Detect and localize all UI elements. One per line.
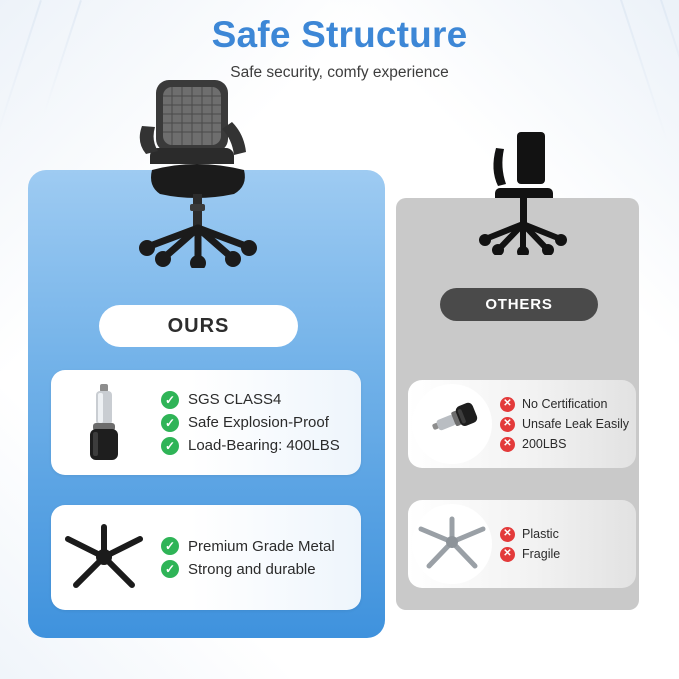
feature-item: [161, 391, 340, 409]
ours-feature-list-2: [153, 532, 335, 583]
others-feature-list-2: [492, 522, 560, 567]
feature-item: [500, 547, 560, 562]
check-icon: ✓: [161, 391, 179, 409]
ours-feature-card-cylinder: [51, 370, 361, 475]
others-badge: OTHERS: [440, 288, 598, 321]
check-icon: ✓: [161, 414, 179, 432]
five-star-base-icon: [55, 509, 153, 607]
feature-item: [161, 560, 335, 578]
feature-item: [161, 414, 340, 432]
gas-cylinder-icon: [55, 374, 153, 472]
others-feature-card-cylinder: [408, 380, 636, 468]
feature-item: [500, 437, 629, 452]
ours-feature-card-base: [51, 505, 361, 610]
feature-label: Fragile: [522, 547, 561, 561]
plastic-star-base-icon: [412, 504, 492, 584]
ours-feature-list-1: [153, 386, 340, 460]
cross-icon: ✕: [500, 397, 515, 412]
others-feature-list-1: [492, 392, 629, 457]
feature-item: [161, 537, 335, 555]
feature-item: [500, 417, 629, 432]
check-icon: ✓: [161, 537, 179, 555]
page-title: Safe Structure: [211, 14, 468, 55]
feature-item: [500, 527, 560, 542]
feature-item: [161, 437, 340, 455]
feature-item: [500, 397, 629, 412]
cross-icon: ✕: [500, 437, 515, 452]
feature-label: Strong and durable: [188, 560, 316, 578]
feature-label: Plastic: [522, 527, 559, 541]
ours-chair-image: [120, 78, 290, 268]
feature-label: Premium Grade Metal: [188, 537, 335, 555]
others-feature-card-base: [408, 500, 636, 588]
feature-label: No Certification: [522, 397, 608, 411]
others-chair-image: [470, 130, 580, 255]
check-icon: ✓: [161, 437, 179, 455]
feature-label: SGS CLASS4: [188, 391, 282, 408]
cross-icon: ✕: [500, 547, 515, 562]
cross-icon: ✕: [500, 417, 515, 432]
gas-cylinder-icon: [412, 384, 492, 464]
page-subtitle: Safe security, comfy experience: [230, 64, 449, 81]
feature-label: Load-Bearing: 400LBS: [188, 437, 340, 454]
check-icon: ✓: [161, 560, 179, 578]
feature-label: Unsafe Leak Easily: [522, 417, 630, 431]
feature-label: Safe Explosion-Proof: [188, 414, 329, 431]
feature-label: 200LBS: [522, 437, 567, 451]
cross-icon: ✕: [500, 527, 515, 542]
ours-badge: OURS: [99, 305, 298, 347]
